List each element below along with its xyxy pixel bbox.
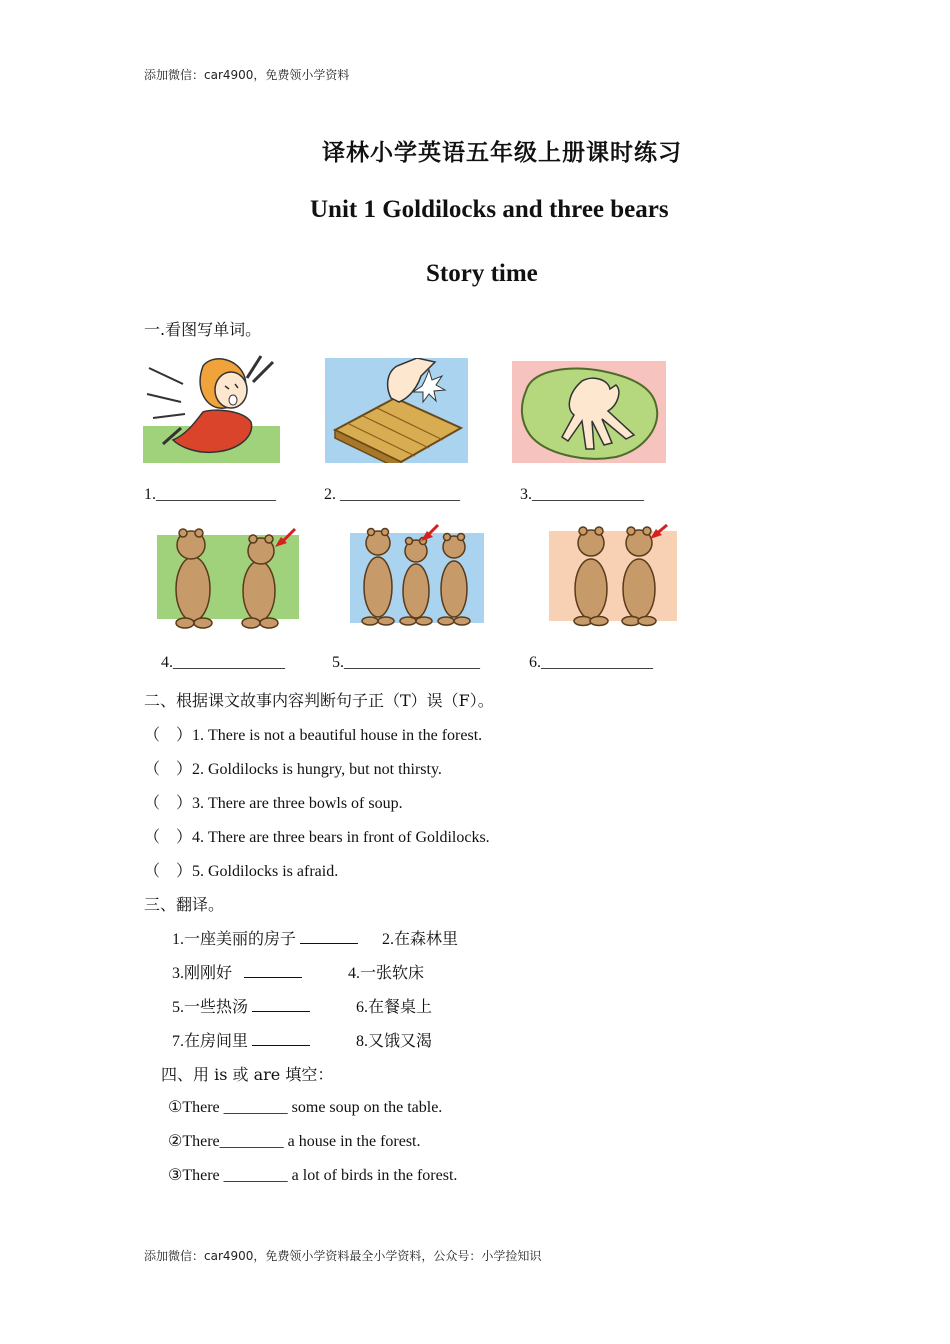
- section-1-heading: 一.看图写单词。: [144, 320, 262, 339]
- page-footer: 添加微信：car4900，免费领小学资料最全小学资料，公众号：小学捡知识: [144, 1249, 542, 1263]
- answer-3[interactable]: 3.______________: [520, 486, 644, 503]
- page-title: 译林小学英语五年级上册课时练习: [322, 140, 682, 166]
- tf-item-5[interactable]: （ ）5. Goldilocks is afraid.: [144, 863, 339, 880]
- translate-5-blank[interactable]: [252, 1011, 310, 1012]
- page-header: 添加微信：car4900，免费领小学资料: [144, 68, 350, 82]
- translate-6[interactable]: 6.在餐桌上: [356, 999, 433, 1016]
- fill-item-3[interactable]: ③There ________ a lot of birds in the forest.: [168, 1167, 458, 1184]
- section-4-heading: 四、用 is 或 are 填空：: [161, 1065, 334, 1084]
- translate-7-label: 7.在房间里: [172, 1033, 249, 1050]
- soft-pillow-icon: [512, 361, 666, 463]
- translate-3-label: 3.刚刚好: [172, 965, 233, 982]
- two-bears-icon: [145, 517, 305, 630]
- fill-item-2[interactable]: ②There________ a house in the forest.: [168, 1133, 421, 1150]
- section-3-heading: 三、翻译。: [144, 895, 225, 914]
- fill-item-1[interactable]: ①There ________ some soup on the table.: [168, 1099, 443, 1116]
- three-bears-icon: [340, 517, 490, 630]
- translate-3-blank[interactable]: [244, 977, 302, 978]
- translate-1-blank[interactable]: [300, 943, 358, 944]
- translate-7-blank[interactable]: [252, 1045, 310, 1046]
- answer-5[interactable]: 5._________________: [332, 654, 480, 671]
- translate-5: [172, 994, 310, 1017]
- translate-3: [172, 960, 302, 983]
- two-bears-arrow-icon: [535, 517, 690, 630]
- afraid-girl-icon: [143, 348, 280, 463]
- translate-5-label: 5.一些热汤: [172, 999, 249, 1016]
- unit-title: Unit 1 Goldilocks and three bears: [310, 196, 669, 223]
- answer-1[interactable]: 1._______________: [144, 486, 276, 503]
- lesson-title: Story time: [426, 260, 538, 287]
- hard-board-icon: [325, 358, 468, 463]
- tf-item-2[interactable]: （ ）2. Goldilocks is hungry, but not thirsty.: [144, 761, 442, 778]
- translate-1-label: 1.一座美丽的房子: [172, 931, 297, 948]
- translate-8[interactable]: 8.又饿又渴: [356, 1033, 433, 1050]
- section-2-heading: 二、根据课文故事内容判断句子正（T）误（F）。: [144, 691, 494, 710]
- translate-2[interactable]: 2.在森林里: [382, 931, 459, 948]
- translate-7: [172, 1028, 310, 1051]
- tf-item-4[interactable]: （ ）4. There are three bears in front of Goldilocks.: [144, 829, 490, 846]
- answer-4[interactable]: 4.______________: [161, 654, 285, 671]
- answer-6[interactable]: 6.______________: [529, 654, 653, 671]
- translate-1: [172, 926, 358, 949]
- tf-item-3[interactable]: （ ）3. There are three bowls of soup.: [144, 795, 403, 812]
- translate-4[interactable]: 4.一张软床: [348, 965, 425, 982]
- tf-item-1[interactable]: （ ）1. There is not a beautiful house in the forest.: [144, 727, 483, 744]
- answer-2[interactable]: 2. _______________: [324, 486, 460, 503]
